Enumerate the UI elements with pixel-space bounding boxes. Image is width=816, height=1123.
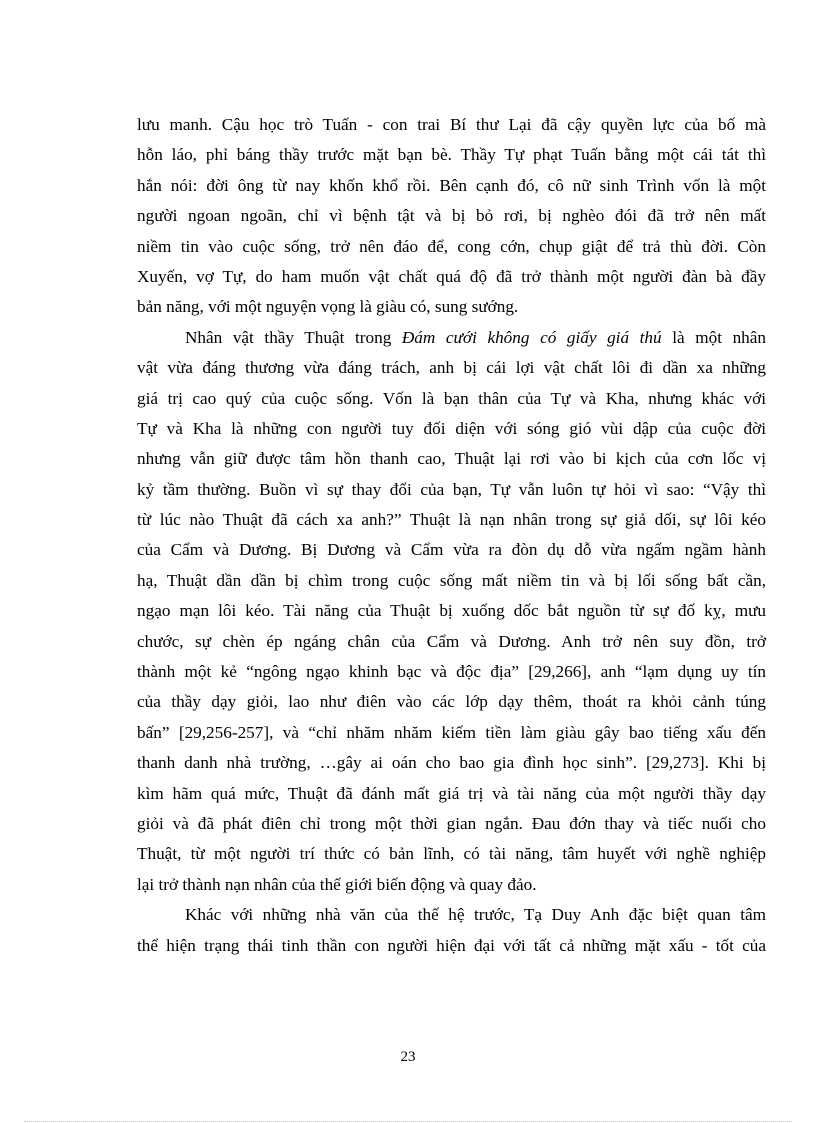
text-line: nhưng vẫn giữ được tâm hồn thanh cao, Thuật lại rơi vào bi kịch của cơn lốc vị (137, 449, 766, 469)
text-line: lưu manh. Cậu học trò Tuấn - con trai Bí thư Lại đã cậy quyền lực của bố mà (137, 115, 766, 134)
text-line: giá trị cao quý của cuộc sống. Vốn là bạn thân của Tự và Kha, nhưng khác với (137, 388, 766, 408)
page-number: 23 (400, 1049, 416, 1065)
text-line: kìm hãm quá mức, Thuật đã đánh mất giá trị và tài năng của một người thầy dạy (137, 783, 766, 803)
text-line: thành một kẻ “ngông ngạo khinh bạc và độc địa” [29,266], anh “lạm dụng uy tín (137, 662, 766, 682)
text-line: giỏi và đã phát điên chỉ trong một thời gian ngắn. Đau đớn thay và tiếc nuối cho (137, 813, 766, 833)
text-line: bấn” [29,256-257], và “chỉ nhăm nhăm kiếm tiền làm giàu gây bao tiếng xấu đến (137, 722, 766, 742)
text-line: thanh danh nhà trường, …gây ai oán cho bao gia đình học sinh”. [29,273]. Khi bị (137, 753, 766, 773)
paragraph (137, 900, 766, 961)
paragraph (137, 323, 766, 900)
text-line: vật vừa đáng thương vừa đáng trách, anh bị cái lợi vật chất lôi đi dần xa những (137, 358, 766, 378)
text-line: hạ, Thuật dần dần bị chìm trong cuộc sống mất niềm tin và bị lối sống bất cần, (137, 570, 766, 590)
body-text (137, 110, 766, 961)
text-line: từ lúc nào Thuật đã cách xa anh?” Thuật là nạn nhân trong sự giả dối, sự lôi kéo (137, 510, 766, 530)
book-title: Đám cưới không có giấy giá thú (401, 327, 662, 347)
text-line: Khác với những nhà văn của thế hệ trước, Tạ Duy Anh đặc biệt quan tâm (185, 905, 766, 925)
text-line: của Cẩm và Dương. Bị Dương và Cẩm vừa ra đòn dụ dỗ vừa ngấm ngầm hành (137, 540, 766, 560)
text-line: Xuyến, vợ Tự, do ham muốn vật chất quá độ đã trở thành một người đàn bà đầy (137, 266, 766, 286)
text-line: lại trở thành nạn nhân của thế giới biến động và quay đảo. (137, 874, 537, 894)
text-line: Tự và Kha là những con người tuy đối diện với sóng gió vùi dập của cuộc đời (137, 418, 766, 438)
text-run: là một nhân (661, 327, 766, 347)
text-line: hỗn láo, phỉ báng thầy trước mặt bạn bè. Thầy Tự phạt Tuấn bằng một cái tát thì (137, 145, 766, 165)
page-bottom-divider (24, 1121, 792, 1122)
text-line: bản năng, với một nguyện vọng là giàu có, sung sướng. (137, 297, 519, 317)
text-line: chước, sự chèn ép ngáng chân của Cẩm và Dương. Anh trở nên suy đồn, trở (137, 631, 766, 651)
text-line: hắn nói: đời ông từ nay khốn khổ rồi. Bên cạnh đó, cô nữ sinh Trình vốn là một (137, 175, 766, 195)
text-line (137, 323, 766, 353)
text-line: Thuật, từ một người trí thức có bản lĩnh, có tài năng, tâm huyết với nghề nghiệp (137, 844, 766, 864)
text-line: thể hiện trạng thái tinh thần con người hiện đại với tất cả những mặt xấu - tốt của (137, 935, 766, 955)
text-line: của thầy dạy giỏi, lao như điên vào các lớp dạy thêm, thoát ra khỏi cảnh túng (137, 692, 766, 712)
text-line: niềm tin vào cuộc sống, trở nên đáo để, cong cớn, chụp giật để trả thù đời. Còn (137, 236, 766, 256)
paragraph (137, 110, 766, 323)
text-line: kỷ tầm thường. Buồn vì sự thay đổi của bạn, Tự vẫn luôn tự hỏi vì sao: “Vậy thì (137, 479, 766, 499)
text-run: Nhân vật thầy Thuật trong (185, 327, 402, 347)
text-line: người ngoan ngoãn, chỉ vì bệnh tật và bị bỏ rơi, bị nghèo đói đã trở nên mất (137, 206, 766, 226)
text-line: ngạo mạn lôi kéo. Tài năng của Thuật bị xuống dốc bắt nguồn từ sự đố kỵ, mưu (137, 601, 766, 621)
